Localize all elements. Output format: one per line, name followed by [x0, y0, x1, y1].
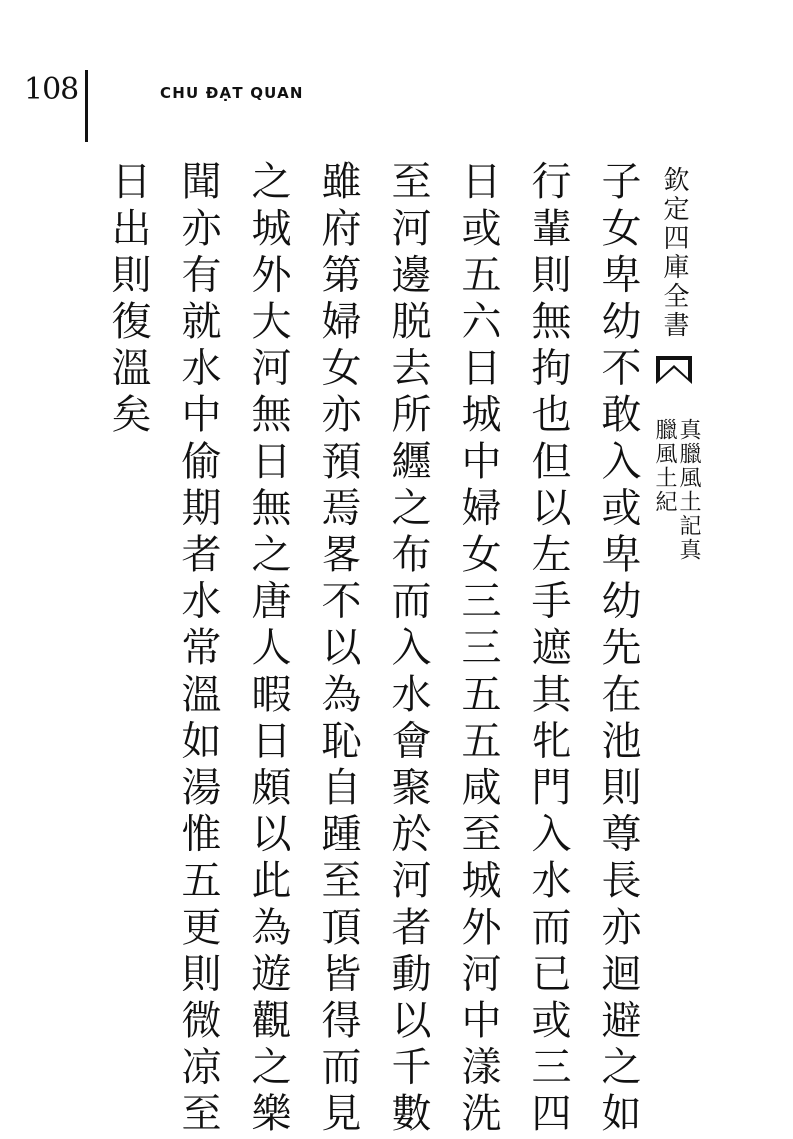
- text-column-7: 聞亦有就水中偷期者水常溫如湯惟五更則微凉至: [175, 160, 221, 1139]
- fishtail-mark-icon: [654, 354, 694, 386]
- text-column-4: 至河邊脱去所纒之布而入水會聚於河者動以千數: [385, 160, 431, 1139]
- margin-collection-title: 欽定四庫全書: [659, 166, 689, 340]
- text-column-3: 日或五六日城中婦女三三五五咸至城外河中漾洗: [455, 160, 501, 1139]
- text-column-8: 日出則復溫矣: [105, 160, 151, 440]
- text-column-6: 之城外大河無日無之唐人暇日頗以此為遊觀之樂: [245, 160, 291, 1139]
- text-column-1: 子女卑幼不敢入或卑幼先在池則尊長亦迴避之如: [595, 160, 641, 1139]
- margin-chapter-note: 真臘風土記真臘風土紀: [652, 418, 701, 562]
- header-rule: [85, 70, 88, 142]
- running-head: CHU ĐẠT QUAN: [160, 84, 304, 102]
- text-column-2: 行輩則無拘也但以左手遮其牝門入水而已或三四: [525, 160, 571, 1139]
- page-number: 108: [24, 72, 79, 107]
- text-column-5: 雖府第婦女亦預焉畧不以為恥自踵至頂皆得而見: [315, 160, 361, 1139]
